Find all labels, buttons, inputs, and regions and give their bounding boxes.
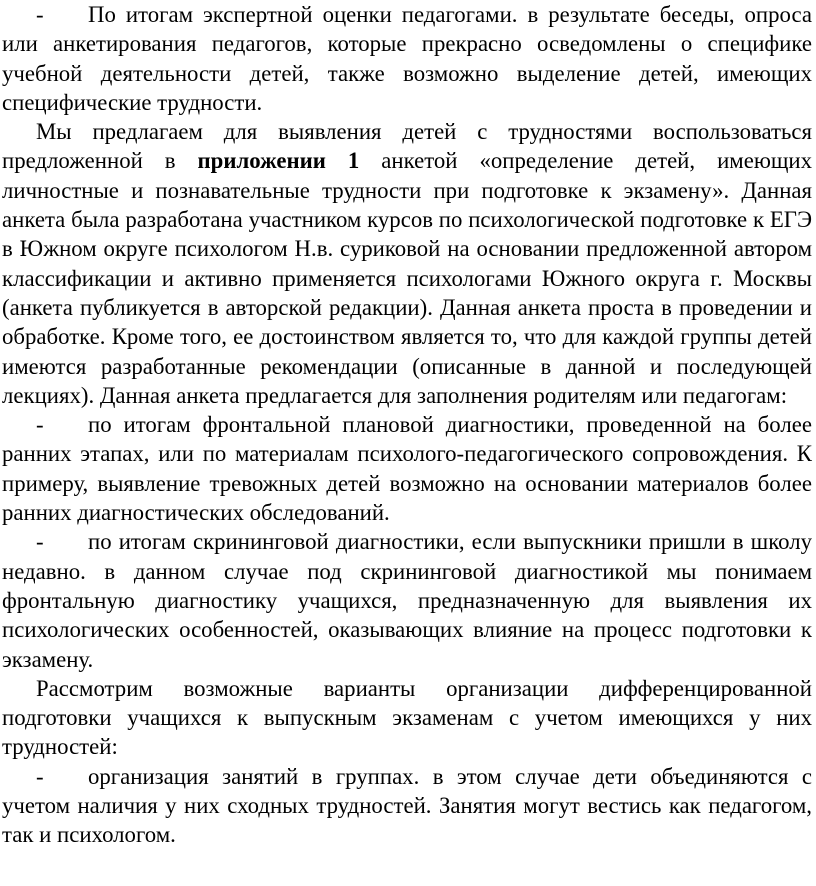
list-item-expert-assessment: [2, 0, 812, 117]
appendix-reference: приложении 1: [197, 148, 360, 174]
list-bullet: -: [36, 529, 44, 555]
paragraph-text-after: анкетой «определение детей, имеющих личностные и познавательные трудности при подготовке к экзамену». Данная анкета была разработана участником курсов по психологической подготовке к ЕГЭ в Южном округе психологом Н.в. суриковой на основании предложенной автором классификации и активно применяется психологами Южного округа г. Москвы (анкета публикуется в авторской редакции). Данная анкета проста в проведении и обработке. Кроме того, ее достоинством является то, что для каждой группы детей имеются разработанные рекомендации (описанные в данной и последующей лекциях). Данная анкета предлагается для заполнения родителям или педагогам:: [2, 148, 813, 408]
list-item-text: по итогам скрининговой диагностики, если выпускники пришли в школу недавно. в данном случае под скрининговой диагностикой мы понимаем фронтальную диагностику учащихся, предназначенную для выявления их психологических особенностей, оказывающих влияние на процесс подготовки к экзамену.: [2, 529, 812, 672]
list-bullet: -: [36, 763, 44, 789]
list-item-group-classes: [2, 762, 812, 850]
list-bullet: -: [36, 2, 44, 27]
document-page: [2, 0, 812, 850]
list-item-text: По итогам экспертной оценки педагогами. в результате беседы, опроса или анкетирования педагогов, которые прекрасно осведомлены о специфике учебной деятельности детей, также возможно выделение детей, имеющих специфические трудности.: [2, 2, 812, 115]
list-bullet: -: [36, 412, 44, 438]
list-item-text: организация занятий в группах. в этом случае дети объединяются с учетом наличия у них сходных трудностей. Занятия могут вестись как педагогом, так и психологом.: [2, 763, 812, 848]
list-item-text: по итогам фронтальной плановой диагностики, проведенной на более ранних этапах, или по материалам психолого-педагогического сопровождения. К примеру, выявление тревожных детей возможно на основании материалов более ранних диагностических обследований.: [2, 412, 812, 526]
list-item-frontal-diagnostics: [2, 410, 812, 527]
paragraph-text: Рассмотрим возможные варианты организации дифференцированной подготовки учащихся к выпускным экзаменам с учетом имеющихся у них трудностей:: [2, 675, 812, 760]
list-item-screening-diagnostics: [2, 527, 812, 673]
paragraph-questionnaire: [2, 117, 812, 410]
paragraph-organization-variants: [2, 674, 812, 762]
paragraph-text-before: Мы предлагаем для выявления детей с трудностями воспользоваться предложенной в: [2, 119, 812, 174]
